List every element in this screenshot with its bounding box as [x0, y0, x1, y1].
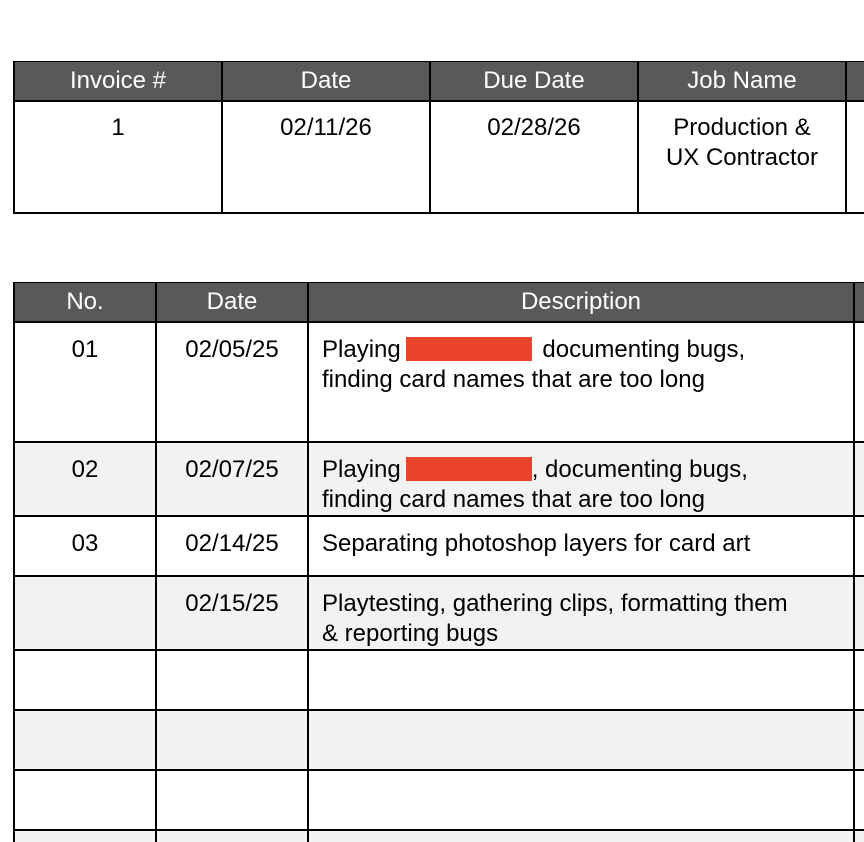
- cut-off-cell: [854, 516, 864, 576]
- item-date-cell: 02/14/25: [156, 516, 308, 576]
- table-row: [14, 516, 864, 576]
- invoice-summary-table: [13, 61, 864, 214]
- empty-cell: [156, 650, 308, 710]
- description-end: , documenting bugs,: [531, 456, 748, 483]
- empty-row: [14, 770, 864, 830]
- empty-cell: [14, 650, 156, 710]
- empty-row: [14, 650, 864, 710]
- empty-cell: [156, 770, 308, 830]
- item-number-cell: [14, 576, 156, 650]
- empty-row: [14, 830, 864, 842]
- empty-cell: [854, 710, 864, 770]
- empty-cell: [308, 830, 854, 842]
- header-invoice-number: Invoice #: [14, 62, 222, 102]
- description-end: documenting bugs,: [535, 336, 746, 363]
- items-header-row: [14, 283, 864, 323]
- job-name-cell: [638, 101, 846, 213]
- empty-cell: [854, 770, 864, 830]
- item-date-cell: 02/07/25: [156, 442, 308, 516]
- item-date-cell: 02/05/25: [156, 322, 308, 442]
- header-no: No.: [14, 283, 156, 323]
- empty-cell: [14, 830, 156, 842]
- description-line-1: Playtesting, gathering clips, formatting them: [322, 590, 788, 617]
- table-row: [14, 576, 864, 650]
- table-row: [14, 322, 864, 442]
- empty-cell: [854, 650, 864, 710]
- invoice-data-row: [14, 101, 864, 213]
- invoice-date-cell: 02/11/26: [222, 101, 430, 213]
- header-due-date: Due Date: [430, 62, 638, 102]
- description-start: Playing: [322, 336, 401, 363]
- invoice-number-cell: 1: [14, 101, 222, 213]
- header-item-date: Date: [156, 283, 308, 323]
- item-number-cell: 02: [14, 442, 156, 516]
- empty-cell: [14, 770, 156, 830]
- description-start: Playing: [322, 456, 401, 483]
- description-line-2: finding card names that are too long: [322, 486, 705, 513]
- item-number-cell: 01: [14, 322, 156, 442]
- item-date-cell: 02/15/25: [156, 576, 308, 650]
- job-name-line-1: Production &: [673, 114, 811, 141]
- empty-cell: [156, 710, 308, 770]
- header-cut-off: [854, 283, 864, 323]
- item-number-cell: 03: [14, 516, 156, 576]
- empty-cell: [308, 710, 854, 770]
- line-items-table: [13, 282, 864, 842]
- item-description-cell: [308, 322, 854, 442]
- cut-off-cell: [854, 322, 864, 442]
- cut-off-cell: [854, 576, 864, 650]
- header-date: Date: [222, 62, 430, 102]
- description-line-2: & reporting bugs: [322, 620, 499, 647]
- cut-off-cell: [846, 101, 864, 213]
- header-cut-off: [846, 62, 864, 102]
- cut-off-cell: [854, 442, 864, 516]
- empty-cell: [14, 710, 156, 770]
- item-description-cell: [308, 576, 854, 650]
- header-description: Description: [308, 283, 854, 323]
- empty-cell: [308, 650, 854, 710]
- item-description-cell: Separating photoshop layers for card art: [308, 516, 854, 576]
- table-row: [14, 442, 864, 516]
- job-name-line-2: UX Contractor: [665, 144, 819, 171]
- empty-cell: [308, 770, 854, 830]
- empty-row: [14, 710, 864, 770]
- invoice-due-date-cell: 02/28/26: [430, 101, 638, 213]
- header-job-name: Job Name: [638, 62, 846, 102]
- invoice-header-row: [14, 62, 864, 102]
- redaction-bar: [406, 457, 532, 481]
- empty-cell: [854, 830, 864, 842]
- redaction-bar: [406, 337, 532, 361]
- item-description-cell: [308, 442, 854, 516]
- description-line-2: finding card names that are too long: [322, 366, 705, 393]
- empty-cell: [156, 830, 308, 842]
